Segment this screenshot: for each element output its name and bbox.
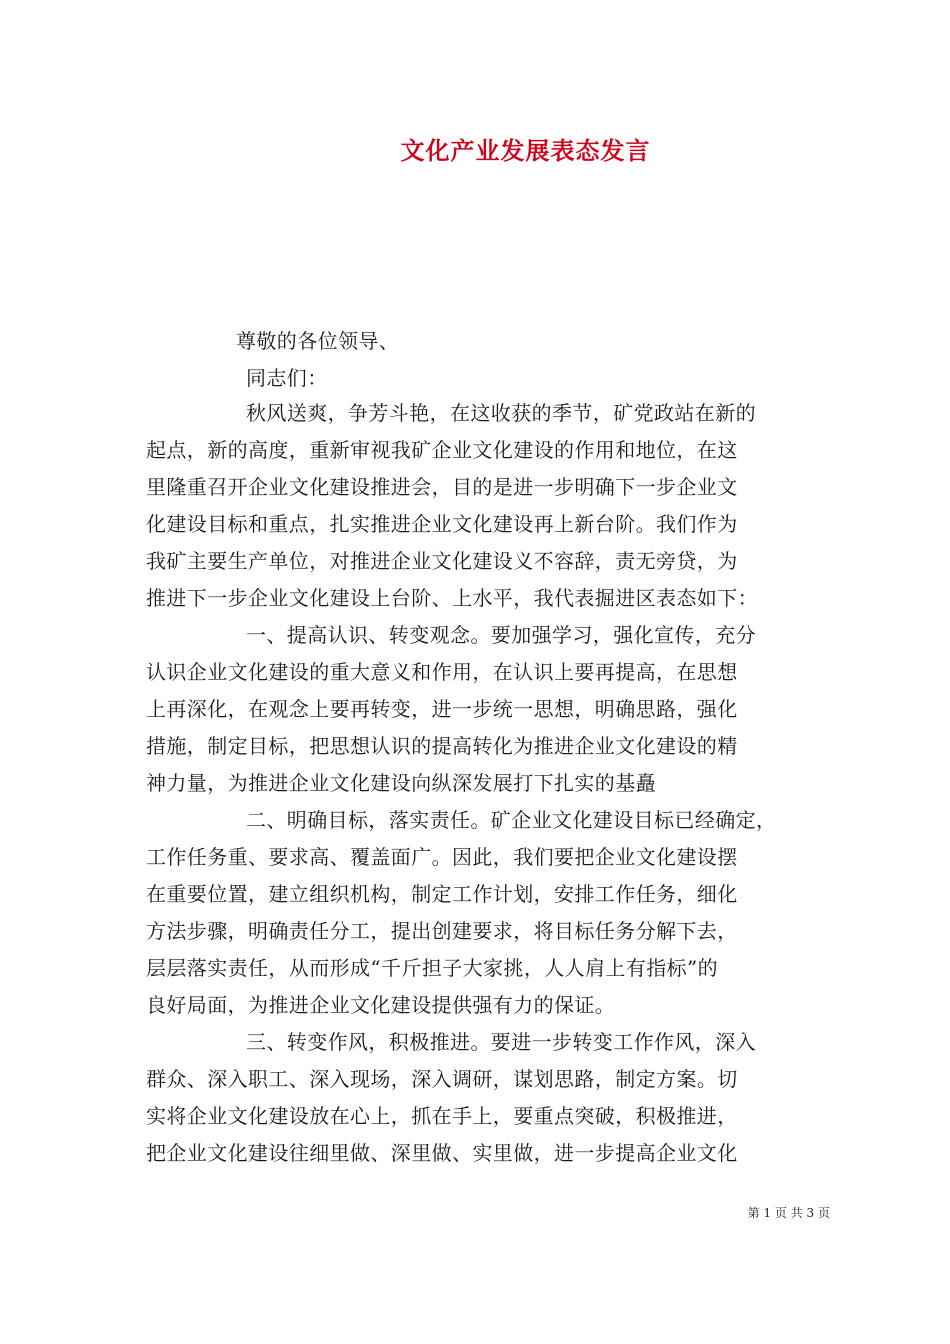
paragraph-line: 我矿主要生产单位，对推进企业文化建设义不容辞，责无旁贷，为	[146, 549, 738, 573]
paragraph-line: 起点，新的高度，重新审视我矿企业文化建设的作用和地位，在这	[146, 438, 738, 462]
paragraph-line: 化建设目标和重点，扎实推进企业文化建设再上新台阶。我们作为	[146, 512, 738, 536]
paragraph-line: 认识企业文化建设的重大意义和作用，在认识上要再提高，在思想	[146, 660, 738, 684]
paragraph-line: 里隆重召开企业文化建设推进会，目的是进一步明确下一步企业文	[146, 475, 738, 499]
paragraph-line: 三、转变作风，积极推进。要进一步转变工作作风，深入	[246, 1030, 756, 1054]
paragraph-line: 神力量，为推进企业文化建设向纵深发展打下扎实的基矗	[146, 771, 656, 795]
paragraph-line: 把企业文化建设往细里做、深里做、实里做，进一步提高企业文化	[146, 1141, 738, 1165]
paragraph-line: 方法步骤，明确责任分工，提出创建要求，将目标任务分解下去，	[146, 919, 738, 943]
paragraph-line: 措施，制定目标，把思想认识的提高转化为推进企业文化建设的精	[146, 734, 738, 758]
paragraph-line: 秋风送爽，争芳斗艳，在这收获的季节，矿党政站在新的	[246, 401, 756, 425]
paragraph-line: 工作任务重、要求高、覆盖面广。因此，我们要把企业文化建设摆	[146, 845, 738, 869]
salutation-line: 尊敬的各位领导、	[236, 329, 400, 353]
document-title: 文化产业发展表态发言	[400, 136, 651, 165]
paragraph-line: 群众、深入职工、深入现场，深入调研，谋划思路，制定方案。切	[146, 1067, 738, 1091]
paragraph-line: 在重要位置，建立组织机构，制定工作计划，安排工作任务，细化	[146, 882, 738, 906]
paragraph-line: 良好局面，为推进企业文化建设提供强有力的保证。	[146, 993, 616, 1017]
page-number-footer: 第 1 页 共 3 页	[747, 1206, 830, 1220]
salutation-line: 同志们：	[246, 366, 328, 390]
paragraph-line: 层层落实责任，从而形成“千斤担子大家挑，人人肩上有指标”的	[146, 956, 719, 980]
paragraph-line: 一、提高认识、转变观念。要加强学习，强化宣传，充分	[246, 623, 756, 647]
paragraph-line: 推进下一步企业文化建设上台阶、上水平，我代表掘进区表态如下：	[146, 586, 758, 610]
paragraph-line: 二、明确目标，落实责任。矿企业文化建设目标已经确定，	[246, 808, 777, 832]
paragraph-line: 上再深化，在观念上要再转变，进一步统一思想，明确思路，强化	[146, 697, 738, 721]
paragraph-line: 实将企业文化建设放在心上，抓在手上，要重点突破，积极推进，	[146, 1104, 738, 1128]
